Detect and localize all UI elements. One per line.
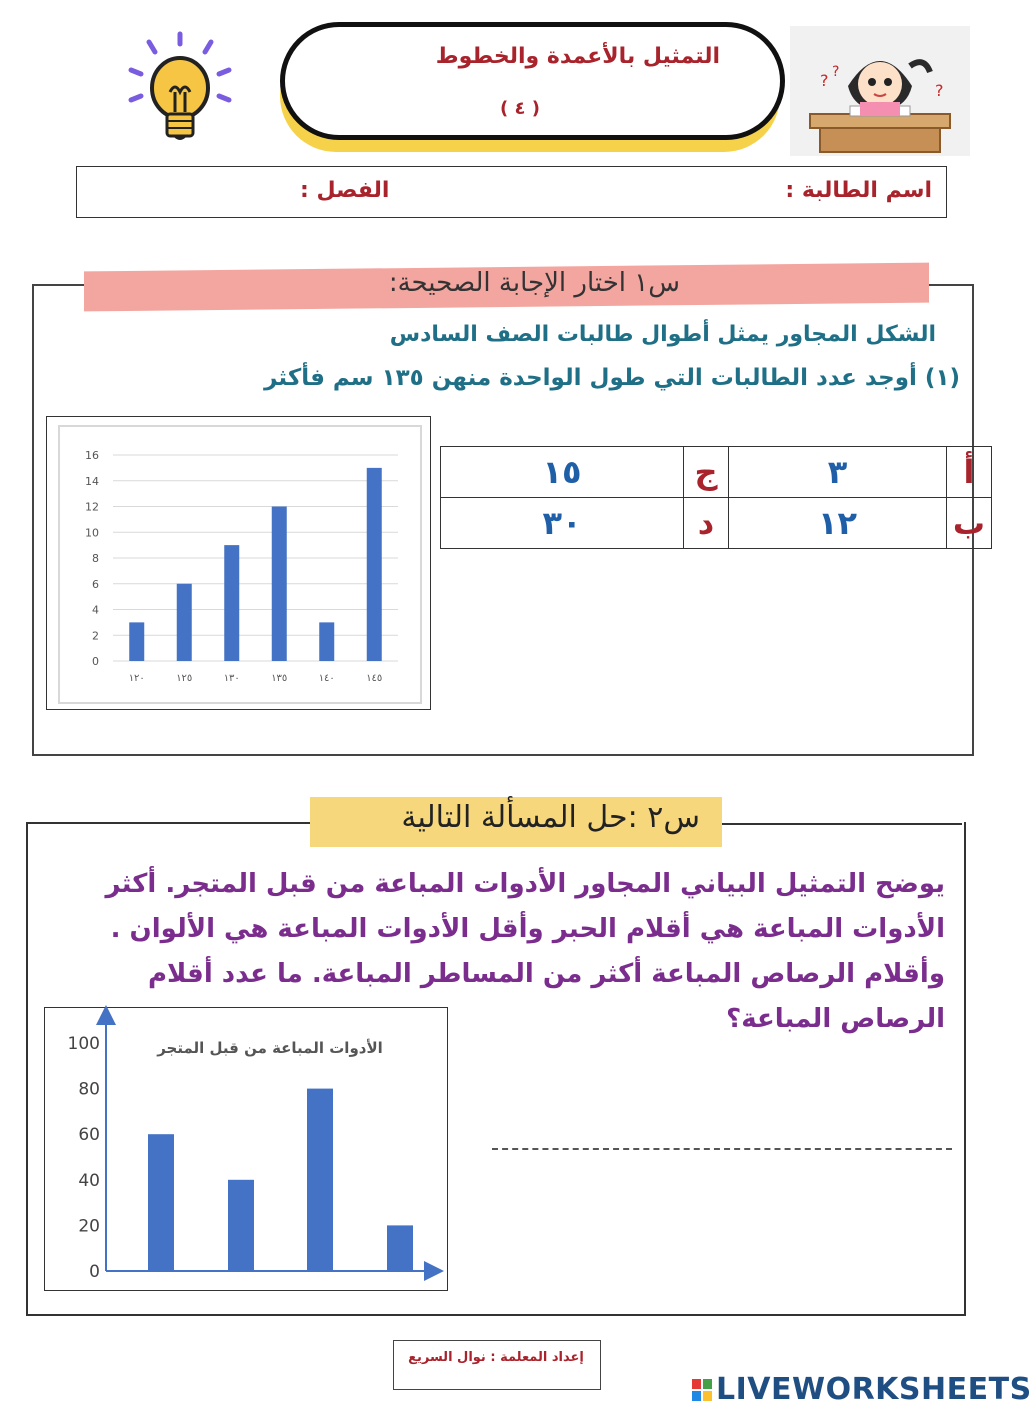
choice-d-value[interactable]: ٣٠ [441, 498, 684, 549]
student-name-label: اسم الطالبة : [785, 178, 932, 203]
y-tick-label: 4 [92, 603, 99, 617]
bar [387, 1225, 413, 1270]
bar [307, 1089, 333, 1270]
heights-bar-chart [58, 425, 418, 700]
x-tick-label: ١٢٠ [128, 673, 145, 684]
question1-text: (١) أوجد عدد الطالبات التي طول الواحدة منهن ١٣٥ سم فأكثر [264, 365, 960, 391]
question2-frame-edge [722, 823, 962, 825]
page-number: ( ٤ ) [500, 98, 540, 119]
y-tick-label: 100 [67, 1034, 100, 1054]
x-tick-label: ١٣٥ [271, 673, 288, 684]
bar [224, 545, 239, 661]
y-tick-label: 0 [89, 1262, 100, 1282]
svg-text:?: ? [820, 71, 829, 90]
y-tick-label: 0 [92, 655, 99, 668]
y-tick-label: 6 [92, 577, 99, 591]
y-tick-label: 14 [85, 474, 99, 488]
bar [319, 622, 334, 661]
answer-choices-table [440, 446, 992, 549]
x-tick-label: ١٣٠ [223, 673, 240, 684]
credit-box [393, 1340, 601, 1390]
teacher-credit: إعداد المعلمة : نوال السريع [408, 1350, 584, 1365]
answer-line[interactable] [492, 1148, 952, 1150]
question1-intro: الشكل المجاور يمثل أطوال طالبات الصف السادس [389, 322, 936, 347]
choice-a-letter: أ [947, 447, 992, 498]
y-tick-label: 10 [85, 526, 99, 540]
question1-title: س١ اختار الإجابة الصحيحة: [388, 268, 680, 298]
x-tick-label: ١٤٠ [318, 673, 335, 684]
choice-c-value[interactable]: ١٥ [441, 447, 684, 498]
chart-title: الأدوات المباعة من قبل المتجر [157, 1039, 383, 1057]
y-tick-label: 16 [85, 449, 99, 462]
y-tick-label: 2 [92, 629, 99, 643]
choice-b-value[interactable]: ١٢ [729, 498, 947, 549]
choice-a-value[interactable]: ٣ [729, 447, 947, 498]
x-tick-label: ١٤٥ [366, 673, 383, 684]
svg-text:?: ? [832, 64, 840, 80]
bar [129, 622, 144, 661]
bar [228, 1180, 254, 1270]
class-label: الفصل : [300, 178, 390, 203]
page-title: التمثيل بالأعمدة والخطوط [435, 44, 720, 69]
question1-frame-edge [925, 284, 972, 286]
bar [177, 584, 192, 661]
bar [148, 1134, 174, 1270]
svg-text:?: ? [935, 81, 944, 100]
bar [272, 507, 287, 662]
question2-frame-edge [26, 822, 311, 824]
store-sales-bar-chart [44, 1007, 446, 1289]
question2-title: س٢ :حل المسألة التالية [401, 800, 700, 835]
thinking-girl-illustration [790, 26, 970, 156]
y-tick-label: 20 [78, 1216, 100, 1237]
question1-frame-edge [32, 284, 92, 286]
y-tick-label: 80 [78, 1079, 100, 1100]
y-tick-label: 40 [78, 1170, 100, 1191]
liveworksheets-brand: LIVEWORKSHEETS [716, 1372, 1032, 1407]
y-tick-label: 60 [78, 1125, 100, 1146]
x-tick-label: ١٢٥ [176, 673, 193, 684]
title-frame [280, 22, 785, 140]
choice-d-letter: د [684, 498, 729, 549]
y-tick-label: 12 [85, 500, 99, 514]
choice-b-letter: ب [947, 498, 992, 549]
bar [367, 468, 382, 661]
choice-c-letter: ج [684, 447, 729, 498]
liveworksheets-logo-icon [692, 1379, 712, 1401]
lightbulb-icon [125, 30, 235, 150]
question2-text: يوضح التمثيل البياني المجاور الأدوات المباعة من قبل المتجر. أكثر الأدوات المباعة هي أقلام الحبر وأقل الأدوات المباعة هي الألوان . وأقلام الرصاص المباعة أكثر من المساطر المباعة. ما عدد أقلام الرصاص المباعة؟ [105, 869, 945, 1034]
y-tick-label: 8 [92, 552, 99, 565]
